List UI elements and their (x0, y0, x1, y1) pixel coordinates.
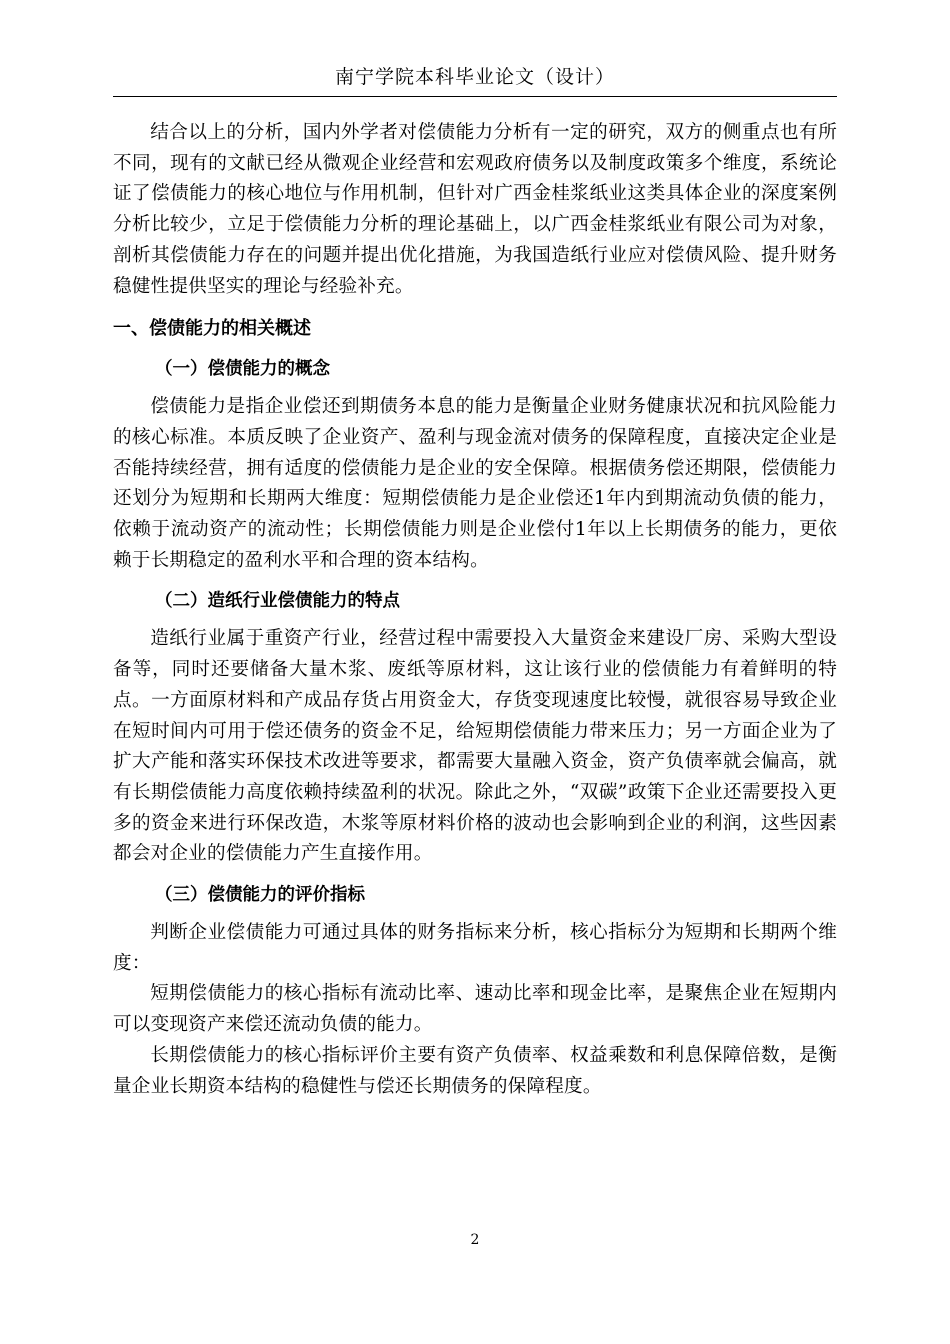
paragraph-short-term: 短期偿债能力的核心指标有流动比率、速动比率和现金比率，是聚焦企业在短期内可以变现资产来偿还流动负债的能力。 (113, 983, 837, 1036)
paragraph-indicators-intro: 判断企业偿债能力可通过具体的财务指标来分析，核心指标分为短期和长期两个维度： (113, 922, 837, 974)
page-number: 2 (470, 1232, 480, 1248)
paragraph-long-term: 长期偿债能力的核心指标评价主要有资产负债率、权益乘数和利息保障倍数，是衡量企业长期资本结构的稳健性与偿还长期债务的保障程度。 (113, 1044, 837, 1097)
page-header: 南宁学院本科毕业论文（设计） (113, 62, 837, 97)
subsection-heading-concept: （一）偿债能力的概念 (155, 359, 330, 380)
paragraph-intro: 结合以上的分析，国内外学者对偿债能力分析有一定的研究，双方的侧重点也有所不同，现有的文献已经从微观企业经营和宏观政府债务以及制度政策多个维度，系统论证了偿债能力的核心地位与作用机制，但针对广西金桂浆纸业这类具体企业的深度案例分析比较少，立足于偿债能力分析的理论基础上，以广西金桂浆纸业有限公司为对象，剖析其偿债能力存在的问题并提出优化措施，为我国造纸行业应对偿债风险、提升财务稳健性提供坚实的理论与经验补充。 (113, 122, 837, 297)
paragraph-concept: 偿债能力是指企业偿还到期债务本息的能力是衡量企业财务健康状况和抗风险能力的核心标准。本质反映了企业资产、盈利与现金流对债务的保障程度，直接决定企业是否能持续经营，拥有适度的偿债能力是企业的安全保障。根据债务偿还期限，偿债能力还划分为短期和长期两大维度：短期偿债能力是企业偿还1年内到期流动负债的能力，依赖于流动资产的流动性；长期偿债能力则是企业偿付1年以上长期债务的能力，更依赖于长期稳定的盈利水平和合理的资本结构。 (113, 396, 837, 571)
subsection-heading-features: （二）造纸行业偿债能力的特点 (155, 591, 400, 612)
section-heading-1: 一、偿债能力的相关概述 (113, 318, 311, 340)
subsection-heading-indicators: （三）偿债能力的评价指标 (155, 885, 365, 906)
paragraph-features: 造纸行业属于重资产行业，经营过程中需要投入大量资金来建设厂房、采购大型设备等，同时还要储备大量木浆、废纸等原材料，这让该行业的偿债能力有着鲜明的特点。一方面原材料和产成品存货占用资金大，存货变现速度比较慢，就很容易导致企业在短时间内可用于偿还债务的资金不足，给短期偿债能力带来压力；另一方面企业为了扩大产能和落实环保技术改进等要求，都需要大量融入资金，资产负债率就会偏高，就有长期偿债能力高度依赖持续盈利的状况。除此之外，“双碳”政策下企业还需要投入更多的资金来进行环保改造，木浆等原材料价格的波动也会影响到企业的利润，这些因素都会对企业的偿债能力产生直接作用。 (113, 628, 837, 865)
page-body (113, 118, 837, 1102)
